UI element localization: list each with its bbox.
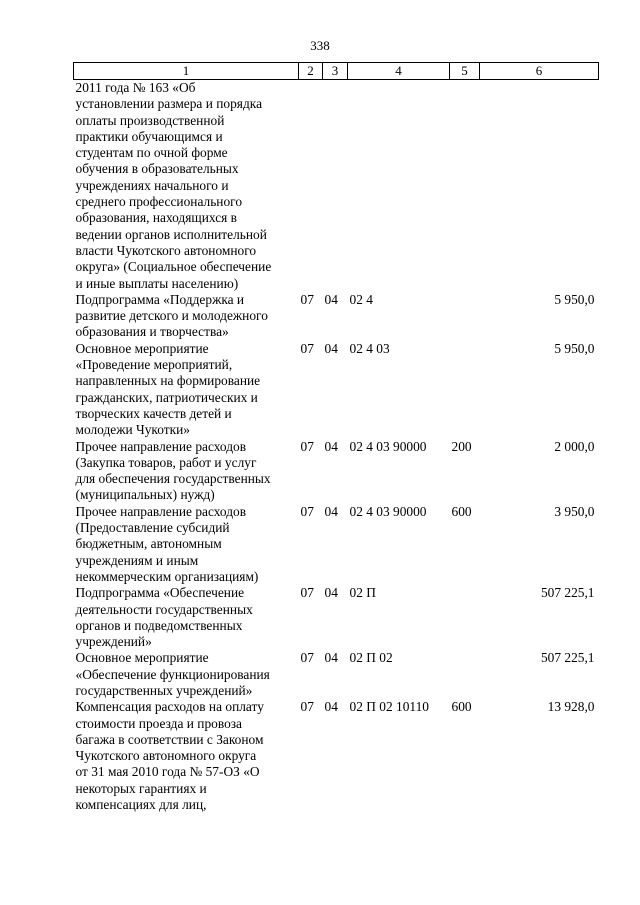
table-row — [74, 341, 599, 439]
section-code: 07 — [300, 291, 314, 307]
row-name-line: учреждений» — [75, 634, 152, 650]
row-name-line: обучения в образовательных — [75, 161, 239, 177]
subsection-code: 04 — [324, 438, 338, 454]
row-name — [74, 439, 299, 504]
row-name-line: и иные выплаты населению) — [75, 275, 239, 291]
header-col-1: 1 — [74, 63, 299, 80]
budget-table — [73, 62, 599, 813]
subsection-code: 04 — [324, 340, 338, 356]
expense-type-code: 600 — [451, 503, 472, 519]
header-col-4: 4 — [348, 63, 450, 80]
section-code — [299, 80, 323, 292]
table-row — [74, 585, 599, 650]
row-name-line: среднего профессионального — [75, 194, 243, 210]
amount: 2 000,0 — [554, 438, 595, 454]
row-name-line: некоммерческим организациям) — [75, 568, 259, 584]
target-article-code: 02 4 03 90000 — [349, 503, 427, 519]
table-row — [74, 292, 599, 341]
row-name-line: учреждениям и иным — [75, 552, 199, 568]
amount: 3 950,0 — [554, 503, 595, 519]
amount: 13 928,0 — [547, 699, 595, 715]
target-article-code: 02 4 03 90000 — [349, 438, 427, 454]
row-name-line: направленных на формирование — [75, 373, 261, 389]
expense-type-code: 600 — [451, 699, 472, 715]
row-name-line: Прочее направление расходов — [75, 503, 247, 519]
row-name-line: округа» (Социальное обеспечение — [75, 259, 272, 275]
row-name — [74, 341, 299, 439]
row-name-line: (муниципальных) нужд) — [75, 487, 215, 503]
amount: 5 950,0 — [554, 340, 595, 356]
row-name-line: «Проведение мероприятий, — [75, 357, 233, 373]
header-col-2: 2 — [299, 63, 323, 80]
row-name-line: государственных учреждений» — [75, 682, 253, 698]
section-code: 07 — [300, 699, 314, 715]
amount: 507 225,1 — [540, 650, 595, 666]
target-article-code — [348, 80, 450, 292]
expense-type-code — [450, 650, 480, 699]
row-name-line: некоторых гарантиях и — [75, 780, 207, 796]
row-name-line: развитие детского и молодежного — [75, 308, 268, 324]
row-name-line: Подпрограмма «Обеспечение — [75, 585, 245, 601]
row-name — [74, 699, 299, 813]
row-name-line: ведении органов исполнительной — [75, 226, 267, 242]
row-name-line: образования, находящихся в — [75, 210, 237, 226]
row-name-line: (Закупка товаров, работ и услуг — [75, 454, 257, 470]
target-article-code: 02 П 02 — [349, 650, 393, 666]
row-name-line: гражданских, патриотических и — [75, 389, 258, 405]
row-name-line: образования и творчества» — [75, 324, 229, 340]
row-name-line: Основное мероприятие — [75, 340, 209, 356]
table-row — [74, 504, 599, 585]
table-row — [74, 439, 599, 504]
header-col-5: 5 — [450, 63, 480, 80]
amount: 5 950,0 — [554, 291, 595, 307]
header-col-6: 6 — [480, 63, 599, 80]
amount — [480, 80, 599, 292]
target-article-code: 02 4 — [349, 291, 373, 307]
row-name-line: практики обучающимся и — [75, 128, 223, 144]
row-name-line: от 31 мая 2010 года № 57-ОЗ «О — [75, 764, 260, 780]
row-name-line: 2011 года № 163 «Об — [75, 80, 196, 95]
row-name-line: стоимости проезда и провоза — [75, 715, 243, 731]
amount: 507 225,1 — [540, 585, 595, 601]
row-name-line: багажа в соответствии с Законом — [75, 731, 264, 747]
expense-type-code — [450, 80, 480, 292]
section-code: 07 — [300, 340, 314, 356]
table-header-row — [74, 63, 599, 80]
row-name-line: органов и подведомственных — [75, 617, 243, 633]
subsection-code: 04 — [324, 699, 338, 715]
row-name-line: Прочее направление расходов — [75, 438, 247, 454]
section-code: 07 — [300, 650, 314, 666]
row-name — [74, 292, 299, 341]
page-number: 338 — [310, 38, 330, 53]
row-name-line: деятельности государственных — [75, 601, 253, 617]
row-name-line: Подпрограмма «Поддержка и — [75, 291, 245, 307]
table-row — [74, 650, 599, 699]
subsection-code — [323, 80, 348, 292]
row-name — [74, 504, 299, 585]
row-name-line: оплаты производственной — [75, 112, 225, 128]
section-code: 07 — [300, 585, 314, 601]
row-name-line: бюджетным, автономным — [75, 536, 222, 552]
row-name — [74, 80, 299, 292]
row-name-line: Чукотского автономного округа — [75, 748, 257, 764]
expense-type-code — [450, 341, 480, 439]
expense-type-code — [450, 585, 480, 650]
target-article-code: 02 П — [349, 585, 376, 601]
row-name-line: учреждениях начального и — [75, 177, 229, 193]
row-name-line: власти Чукотского автономного — [75, 242, 257, 258]
row-name-line: молодежи Чукотки» — [75, 422, 190, 438]
row-name-line: (Предоставление субсидий — [75, 520, 230, 536]
row-name — [74, 585, 299, 650]
row-name-line: Компенсация расходов на оплату — [75, 699, 264, 715]
row-name-line: «Обеспечение функционирования — [75, 666, 270, 682]
expense-type-code — [450, 292, 480, 341]
header-col-3: 3 — [323, 63, 348, 80]
expense-type-code: 200 — [451, 438, 472, 454]
row-name-line: творческих качеств детей и — [75, 405, 232, 421]
row-name-line: студентам по очной форме — [75, 145, 228, 161]
section-code: 07 — [300, 438, 314, 454]
row-name — [74, 650, 299, 699]
subsection-code: 04 — [324, 503, 338, 519]
subsection-code: 04 — [324, 585, 338, 601]
subsection-code: 04 — [324, 650, 338, 666]
section-code: 07 — [300, 503, 314, 519]
row-name-line: для обеспечения государственных — [75, 471, 271, 487]
row-name-line: компенсациях для лиц, — [75, 797, 207, 813]
table-row — [74, 699, 599, 813]
row-name-line: установлении размера и порядка — [75, 96, 263, 112]
row-name-line: Основное мероприятие — [75, 650, 209, 666]
target-article-code: 02 4 03 — [349, 340, 390, 356]
table-row — [74, 80, 599, 292]
subsection-code: 04 — [324, 291, 338, 307]
target-article-code: 02 П 02 10110 — [349, 699, 429, 715]
